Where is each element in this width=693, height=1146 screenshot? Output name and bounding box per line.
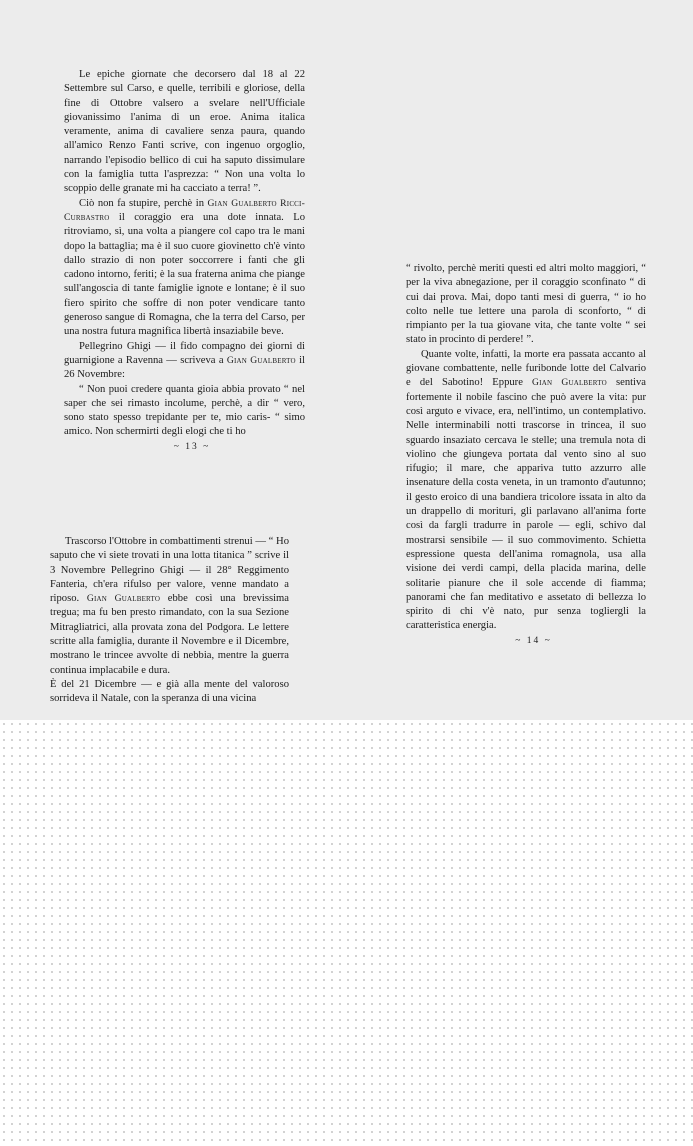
page-number-14: ~ 14 ~ bbox=[515, 635, 552, 646]
text-span: il 26 Novembre: bbox=[64, 354, 305, 381]
text-span: Pellegrino Ghigi — il fido compagno dei giorni di guarnigione a Ravenna — scriveva a bbox=[64, 340, 305, 366]
page-13 bbox=[64, 68, 305, 454]
paragraph-13-1: Le epiche giornate che decorsero dal 18 al 22 Settembre sul Carso, e quelle, terribili e gloriose, della fine di Ottobre valsero a svelare nell'Ufficiale giovanissimo l'anima di un eroe. Anima italica veramente, anima di cavaliere senza paura, quando all'amico Renzo Fanti scrive, con ingenuo orgoglio, narrando l'episodio bellico di cui ha saputo dissimulare con la famiglia tutta l'asprezza: “ Non una volta lo scoppio delle granate mi ha cacciato a terra! ”. bbox=[64, 69, 305, 195]
text-span: il coraggio era una dote innata. Lo ritroviamo, sì, una volta a piangere col capo tra le mani dopo la battaglia; ma è il suo cuore giovinetto ch'è vinto dallo strazio di non poter soccorrere i fanti che gli cadono intorno, feriti; è la sua fraterna anima che piange sull'angoscia di tante famiglie ignote e lontane; è il suo fiero spirito che soffre di non poter vendicare tanto generoso sangue di Romagna, che la terra del Carso, per una nostra futura magnifica libertà insaziabile beve. bbox=[64, 211, 305, 338]
page-13-lower bbox=[50, 535, 289, 707]
paragraph-lower-1 bbox=[50, 535, 289, 678]
person-name: Gian Gualberto bbox=[226, 354, 296, 366]
text-span: sentiva fortemente il nobile fascino che può avere la vita: pur così arguto e vivace, era, nell'intimo, un contemplativo. Nelle interminabili notti trascorse in trincea, il suo sguardo insaziato cercava le stelle; una tremula nota di violino che giungeva portata dal vento sino al suo rifugio; il mare, che appariva tutto azzurro alle insenature della costa veneta, in un tramonto d'autunno; il gesto eroico di una bandiera tricolore issata in alto da un drappello di morituri, gli parlavano all'anima forte così da fargli tradurre in parole — egli, schivo dal mostrarsi sensibile — il suo commovimento. Schietta espressione questa dell'anima romagnola, usa alla visione dei verdi campi, della placida marina, delle solitarie pianure che il sole accende di fiamma; panorami che fan meditativo e assetato di bellezza lo spirito di chi v'è nato, pur senza togliergli la caratteristica energia. bbox=[406, 377, 647, 632]
scan-strip-left bbox=[0, 0, 30, 720]
paragraph-13-3 bbox=[64, 340, 305, 383]
paragraph-14-1: “ rivolto, perchè meriti questi ed altri molto maggiori, “ per la viva abnegazione, per il coraggio sconfinato “ di cui dai prova. Mai, dopo tanti mesi di guerra, “ io ho colto nelle tue lettere una parola di sconforto, “ di rimpianto per la tua giovane vita, che tante volte “ sei stato in procinto di perdere! ”. bbox=[406, 263, 646, 346]
paragraph-13-4: “ Non puoi credere quanta gioia abbia provato “ nel saper che sei rimasto incolume, perchè, a dir “ vero, sono stato spesso trepidante per te, mio caris- “ simo amico. Non schermirti degli elogi che ti ho bbox=[64, 383, 305, 438]
person-name: Gian Gualberto bbox=[86, 593, 161, 605]
person-name: Gian Gualberto bbox=[532, 377, 607, 389]
text-span: Ciò non fa stupire, perchè in bbox=[79, 197, 208, 209]
page-14 bbox=[406, 262, 646, 648]
paragraph-13-2 bbox=[64, 197, 305, 340]
paragraph-lower-2: È del 21 Dicembre — e già alla mente del valoroso sorrideva il Natale, con la speranza di una vicina bbox=[50, 678, 289, 705]
page-number-13: ~ 13 ~ bbox=[173, 441, 211, 452]
person-name: Gian Gualberto Ricci-Curbastro bbox=[64, 197, 305, 223]
text-span: Quante volte, infatti, la morte era passata accanto al giovane combattente, nelle furibonde lotte del Calvario e del Sabotino! Eppure bbox=[406, 348, 646, 389]
paragraph-14-2 bbox=[406, 348, 646, 634]
text-span: ebbe così una brevissima tregua; ma fu ben presto rimandato, con la sua Sezione Mitragliatrici, alla provata zona del Podgora. Le lettere scritte alla famiglia, durante il Novembre e il Dicembre, mostrano le trincee avvolte di nebbia, mentre la guerra continua implacabile e dura. bbox=[50, 593, 290, 676]
text-span: Trascorso l'Ottobre in combattimenti strenui — “ Ho saputo che vi siete trovati in una lotta titanica ” scrive il 3 Novembre Pellegrino Ghigi — il 28° Reggimento Fanteria, ch'era rifulso per valore, venne mandato a riposo. bbox=[50, 536, 289, 605]
